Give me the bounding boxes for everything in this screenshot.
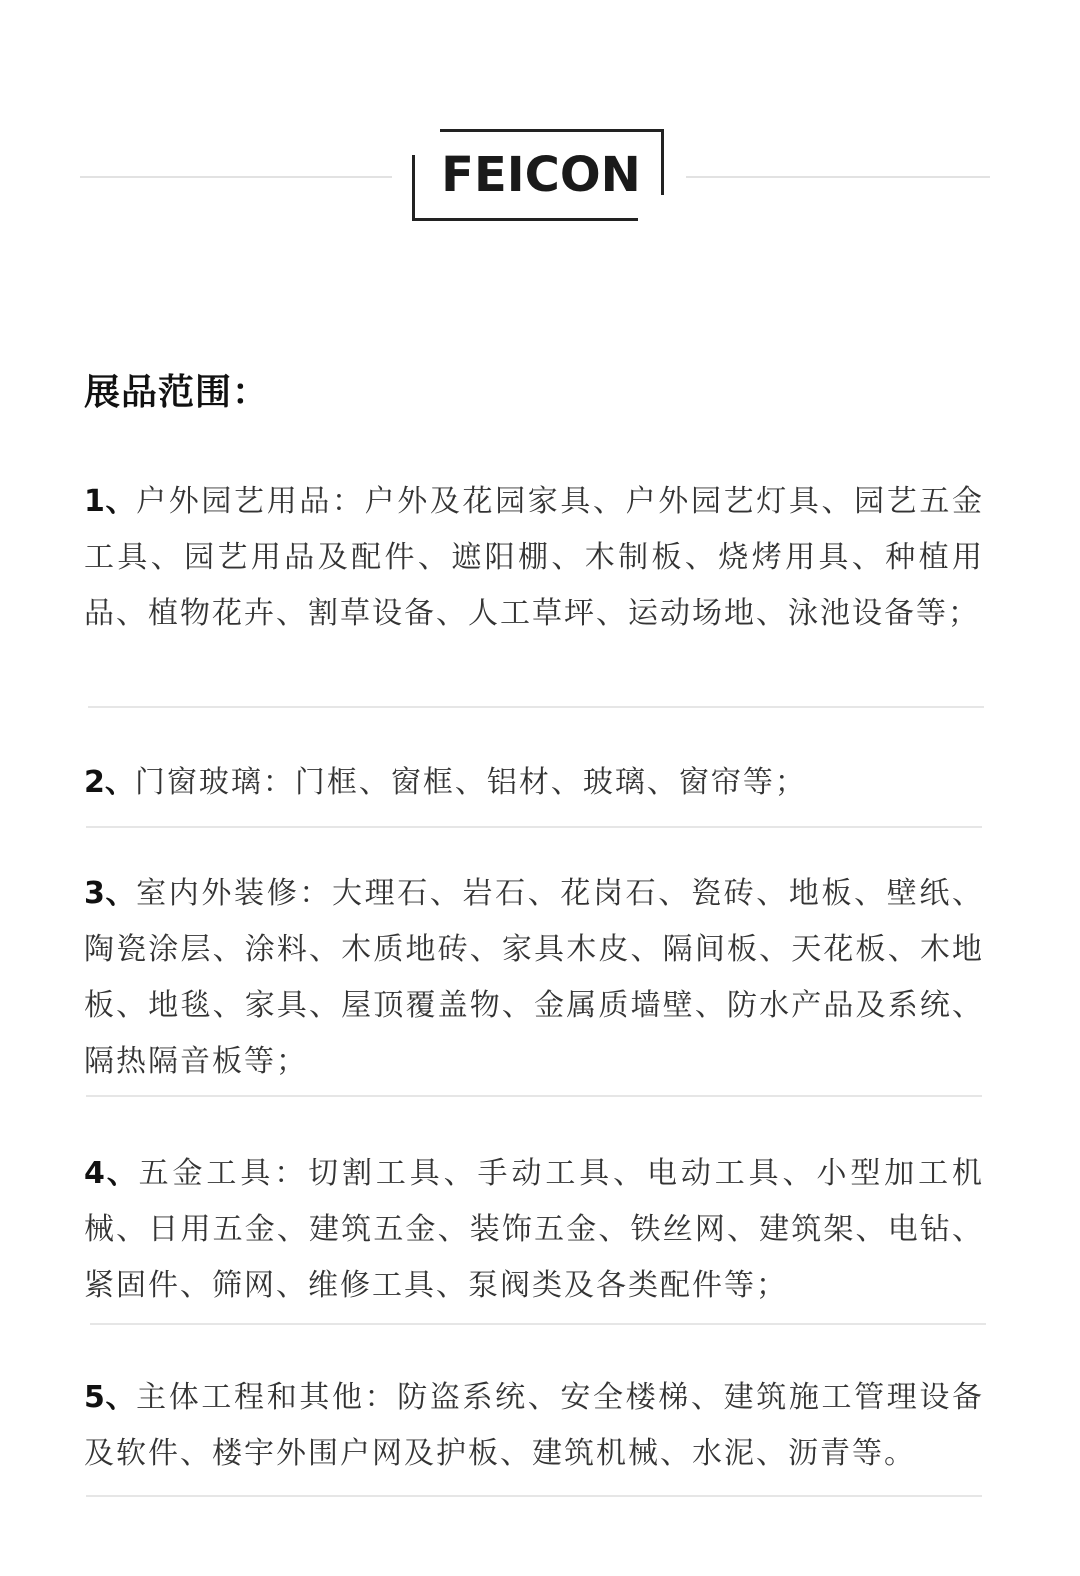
logo-frame-bottom — [412, 218, 638, 221]
logo-frame-right — [661, 129, 664, 195]
list-item — [84, 474, 984, 642]
item-number: 4、 — [84, 1156, 139, 1191]
item-number: 2、 — [84, 765, 135, 800]
item-text: 主体工程和其他：防盗系统、安全楼梯、建筑施工管理设备及软件、楼宇外围户网及护板、建筑机械、水泥、沥青等。 — [84, 1380, 985, 1471]
logo-text: FEICON — [441, 147, 641, 203]
list-item — [84, 1146, 984, 1314]
logo-frame-left — [412, 155, 415, 221]
list-item — [84, 866, 984, 1090]
item-number: 3、 — [84, 876, 137, 911]
item-number: 5、 — [84, 1380, 137, 1415]
list-item — [84, 1370, 984, 1482]
item-text: 户外园艺用品：户外及花园家具、户外园艺灯具、园艺五金工具、园艺用品及配件、遮阳棚、木制板、烧烤用具、种植用品、植物花卉、割草设备、人工草坪、运动场地、泳池设备等； — [84, 484, 985, 631]
divider — [86, 1095, 982, 1097]
logo-frame-top — [440, 129, 664, 132]
header-rule-right — [686, 176, 990, 178]
divider — [86, 826, 982, 828]
divider — [88, 706, 984, 708]
item-text: 五金工具：切割工具、手动工具、电动工具、小型加工机械、日用五金、建筑五金、装饰五金、铁丝网、建筑架、电钻、紧固件、筛网、维修工具、泵阀类及各类配件等； — [84, 1156, 985, 1303]
item-text: 门窗玻璃：门框、窗框、铝材、玻璃、窗帘等； — [134, 765, 807, 800]
section-title: 展品范围： — [84, 372, 270, 413]
feicon-logo — [412, 129, 664, 221]
header — [0, 120, 1080, 230]
divider — [90, 1323, 986, 1325]
item-number: 1、 — [84, 484, 137, 519]
divider — [86, 1495, 982, 1497]
list-item — [84, 755, 984, 811]
header-rule-left — [80, 176, 392, 178]
item-text: 室内外装修：大理石、岩石、花岗石、瓷砖、地板、壁纸、陶瓷涂层、涂料、木质地砖、家具木皮、隔间板、天花板、木地板、地毯、家具、屋顶覆盖物、金属质墙壁、防水产品及系统、隔热隔音板等； — [84, 876, 985, 1079]
